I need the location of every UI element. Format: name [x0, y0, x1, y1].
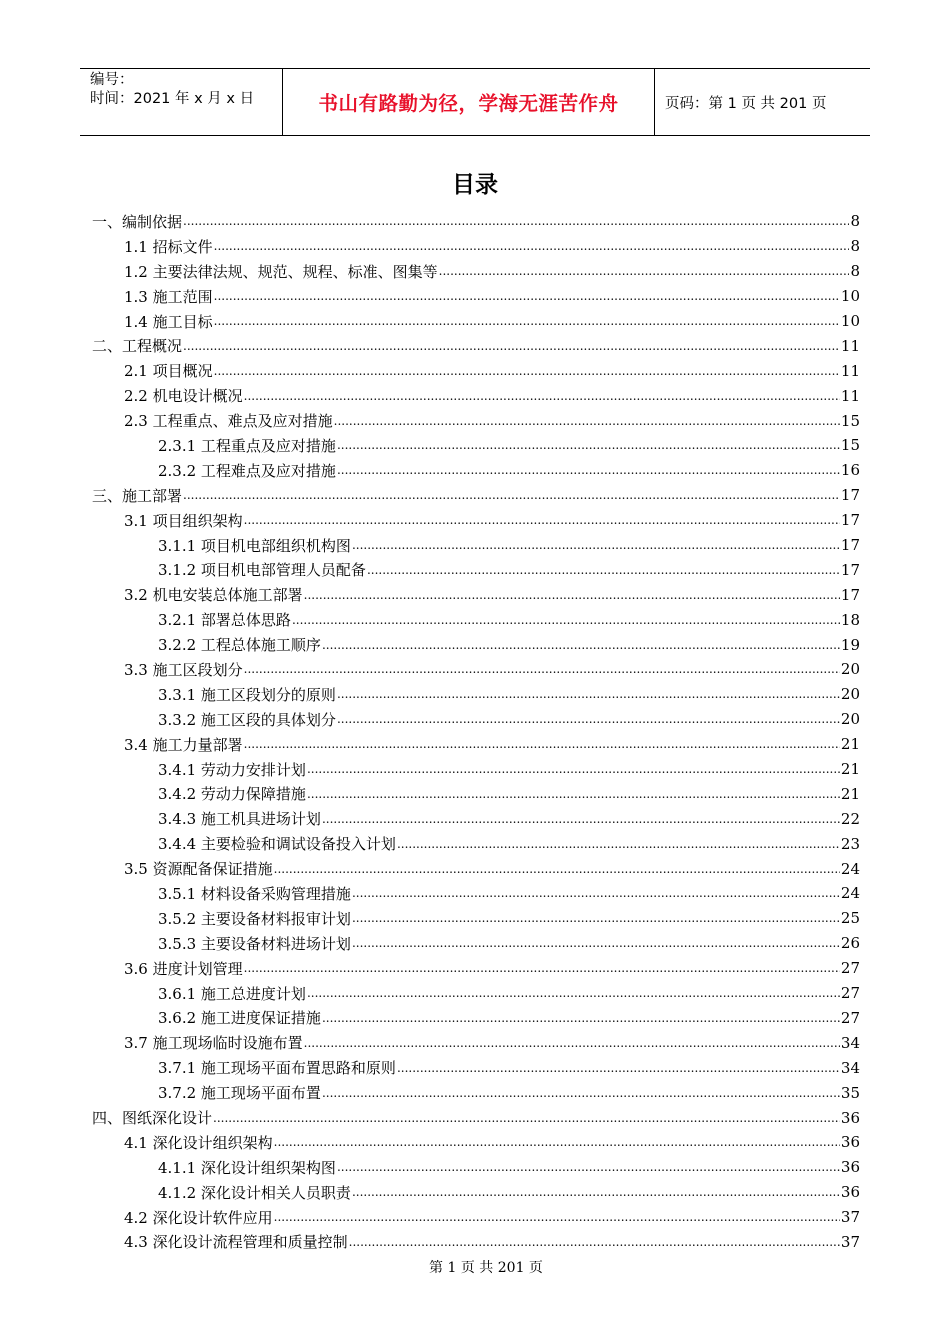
toc-entry-page: 36	[840, 1183, 860, 1202]
toc-entry-title: 一、编制依据	[92, 212, 183, 231]
toc-entry-title: 3.4.3 施工机具进场计划	[158, 810, 321, 829]
toc-entry[interactable]	[0, 931, 950, 956]
toc-entry-title: 1.1 招标文件	[124, 237, 213, 256]
toc-entry-title: 3.6.2 施工进度保证措施	[158, 1009, 321, 1028]
toc-entry[interactable]	[0, 1180, 950, 1205]
page-header	[80, 68, 870, 136]
toc-dot-leader	[322, 635, 840, 655]
toc-entry-page: 17	[840, 486, 860, 505]
toc-entry[interactable]	[0, 632, 950, 657]
toc-entry[interactable]	[0, 707, 950, 732]
toc-dot-leader	[183, 211, 849, 231]
toc-entry[interactable]	[0, 483, 950, 508]
toc-entry[interactable]	[0, 1155, 950, 1180]
toc-entry-title: 3.4.1 劳动力安排计划	[158, 760, 306, 779]
toc-dot-leader	[244, 386, 840, 406]
toc-entry-page: 27	[840, 959, 860, 978]
toc-entry[interactable]	[0, 906, 950, 931]
toc-entry-title: 3.7 施工现场临时设施布置	[124, 1034, 303, 1053]
toc-entry-page: 27	[840, 1008, 860, 1027]
toc-entry-title: 2.3.1 工程重点及应对措施	[158, 436, 336, 455]
toc-entry-page: 37	[840, 1208, 860, 1227]
toc-entry[interactable]	[0, 259, 950, 284]
toc-dot-leader	[307, 784, 840, 804]
toc-entry[interactable]	[0, 732, 950, 757]
toc-entry-title: 3.5 资源配备保证措施	[124, 860, 273, 879]
toc-entry-page: 27	[840, 984, 860, 1003]
toc-entry-title: 1.3 施工范围	[124, 287, 213, 306]
toc-dot-leader	[352, 933, 840, 953]
toc-entry[interactable]	[0, 682, 950, 707]
toc-entry-page: 11	[840, 336, 860, 355]
toc-entry-title: 3.4.2 劳动力保障措施	[158, 785, 306, 804]
toc-entry-title: 4.1 深化设计组织架构	[124, 1133, 273, 1152]
toc-entry[interactable]	[0, 408, 950, 433]
toc-entry[interactable]	[0, 881, 950, 906]
toc-dot-leader	[337, 684, 840, 704]
toc-entry[interactable]	[0, 757, 950, 782]
toc-dot-leader	[367, 560, 840, 580]
toc-dot-leader	[307, 759, 840, 779]
toc-dot-leader	[244, 958, 840, 978]
toc-entry[interactable]	[0, 956, 950, 981]
toc-entry-title: 2.1 项目概况	[124, 362, 213, 381]
page-title: 目录	[452, 172, 498, 198]
toc-entry-title: 1.4 施工目标	[124, 312, 213, 331]
toc-entry-page: 26	[840, 934, 860, 953]
toc-entry-page: 20	[840, 660, 860, 679]
toc-dot-leader	[337, 460, 840, 480]
toc-dot-leader	[352, 1182, 840, 1202]
toc-entry[interactable]	[0, 284, 950, 309]
toc-dot-leader	[349, 1232, 840, 1252]
toc-entry-title: 3.6 进度计划管理	[124, 959, 243, 978]
toc-entry-title: 3.2 机电安装总体施工部署	[124, 586, 303, 605]
toc-dot-leader	[304, 585, 840, 605]
toc-dot-leader	[214, 361, 840, 381]
toc-dot-leader	[183, 485, 840, 505]
toc-entry[interactable]	[0, 383, 950, 408]
toc-entry-page: 36	[840, 1158, 860, 1177]
toc-dot-leader	[183, 336, 840, 356]
toc-entry[interactable]	[0, 657, 950, 682]
toc-entry[interactable]	[0, 358, 950, 383]
toc-dot-leader	[352, 535, 840, 555]
number-label: 编号：	[90, 72, 134, 88]
toc-entry[interactable]	[0, 1006, 950, 1031]
toc-entry-title: 3.1.1 项目机电部组织机构图	[158, 536, 351, 555]
toc-entry-page: 24	[840, 859, 860, 878]
toc-entry-title: 3.2.2 工程总体施工顺序	[158, 636, 321, 655]
toc-dot-leader	[322, 1083, 840, 1103]
toc-dot-leader	[213, 1108, 840, 1128]
toc-entry-page: 8	[850, 237, 860, 256]
toc-dot-leader	[214, 311, 840, 331]
toc-entry-page: 37	[840, 1232, 860, 1251]
toc-entry-page: 36	[840, 1133, 860, 1152]
toc-entry[interactable]	[0, 1130, 950, 1155]
toc-entry-title: 3.3 施工区段划分	[124, 660, 243, 679]
header-meta	[80, 69, 283, 135]
toc-dot-leader	[304, 1033, 840, 1053]
toc-dot-leader	[244, 734, 840, 754]
toc-entry[interactable]	[0, 458, 950, 483]
toc-entry[interactable]	[0, 1080, 950, 1105]
toc-entry-title: 3.5.3 主要设备材料进场计划	[158, 934, 351, 953]
toc-dot-leader	[352, 908, 840, 928]
toc-dot-leader	[322, 809, 840, 829]
toc-entry-title: 4.2 深化设计软件应用	[124, 1208, 273, 1227]
toc-entry[interactable]	[0, 981, 950, 1006]
toc-entry[interactable]	[0, 209, 950, 234]
toc-entry[interactable]	[0, 1030, 950, 1055]
toc-entry[interactable]	[0, 333, 950, 358]
toc-entry-page: 25	[840, 909, 860, 928]
toc-dot-leader	[337, 435, 840, 455]
toc-entry-page: 18	[840, 610, 860, 629]
toc-dot-leader	[337, 1157, 840, 1177]
toc-entry-page: 22	[840, 809, 860, 828]
toc-entry[interactable]	[0, 831, 950, 856]
toc-entry[interactable]	[0, 309, 950, 334]
toc-entry-page: 19	[840, 635, 860, 654]
toc-entry-title: 3.7.1 施工现场平面布置思路和原则	[158, 1059, 396, 1078]
toc-dot-leader	[397, 834, 840, 854]
toc-entry-title: 3.3.1 施工区段划分的原则	[158, 685, 336, 704]
toc-dot-leader	[244, 659, 840, 679]
toc-dot-leader	[214, 286, 840, 306]
toc-dot-leader	[307, 983, 840, 1003]
toc-entry-page: 21	[840, 760, 860, 779]
toc-entry-page: 8	[850, 212, 860, 231]
toc-entry-page: 17	[840, 511, 860, 530]
toc-dot-leader	[244, 510, 840, 530]
toc-dot-leader	[274, 859, 840, 879]
toc-entry-title: 1.2 主要法律法规、规范、规程、标准、图集等	[124, 262, 438, 281]
toc-entry[interactable]	[0, 1105, 950, 1130]
toc-dot-leader	[337, 709, 840, 729]
toc-dot-leader	[322, 1008, 840, 1028]
table-of-contents	[0, 209, 950, 1254]
toc-entry-page: 15	[840, 436, 860, 455]
toc-dot-leader	[274, 1132, 840, 1152]
toc-entry-page: 16	[840, 461, 860, 480]
toc-entry-title: 3.3.2 施工区段的具体划分	[158, 710, 336, 729]
toc-entry-page: 11	[840, 386, 860, 405]
toc-entry-title: 3.7.2 施工现场平面布置	[158, 1084, 321, 1103]
toc-entry-page: 20	[840, 710, 860, 729]
toc-dot-leader	[334, 411, 840, 431]
toc-entry-title: 3.4 施工力量部署	[124, 735, 243, 754]
toc-dot-leader	[439, 261, 850, 281]
toc-entry-title: 3.5.1 材料设备采购管理措施	[158, 884, 351, 903]
toc-entry-page: 11	[840, 361, 860, 380]
toc-entry-page: 21	[840, 784, 860, 803]
toc-entry-title: 4.1.2 深化设计相关人员职责	[158, 1183, 351, 1202]
toc-entry[interactable]	[0, 508, 950, 533]
toc-entry-title: 3.1 项目组织架构	[124, 511, 243, 530]
toc-entry-page: 34	[840, 1033, 860, 1052]
toc-entry[interactable]	[0, 557, 950, 582]
toc-entry-page: 34	[840, 1058, 860, 1077]
toc-entry[interactable]	[0, 433, 950, 458]
toc-dot-leader	[292, 610, 840, 630]
toc-entry-title: 4.3 深化设计流程管理和质量控制	[124, 1233, 348, 1252]
toc-entry[interactable]	[0, 806, 950, 831]
toc-entry[interactable]	[0, 607, 950, 632]
toc-entry-title: 2.3.2 工程难点及应对措施	[158, 461, 336, 480]
toc-entry-page: 20	[840, 685, 860, 704]
toc-entry-title: 3.2.1 部署总体思路	[158, 611, 291, 630]
toc-entry-title: 3.5.2 主要设备材料报审计划	[158, 909, 351, 928]
toc-entry[interactable]	[0, 1055, 950, 1080]
toc-dot-leader	[214, 236, 850, 256]
toc-entry-page: 36	[840, 1108, 860, 1127]
toc-entry-title: 四、图纸深化设计	[92, 1109, 213, 1127]
toc-entry[interactable]	[0, 1205, 950, 1230]
toc-entry[interactable]	[0, 1230, 950, 1255]
toc-entry[interactable]	[0, 856, 950, 881]
toc-entry-page: 17	[840, 585, 860, 604]
toc-entry-page: 21	[840, 735, 860, 754]
toc-entry-page: 10	[840, 287, 860, 306]
toc-entry-title: 4.1.1 深化设计组织架构图	[158, 1158, 336, 1177]
header-motto: 书山有路勤为径，学海无涯苦作舟	[283, 69, 655, 135]
toc-entry[interactable]	[0, 582, 950, 607]
toc-entry-page: 23	[840, 834, 860, 853]
toc-entry[interactable]	[0, 234, 950, 259]
toc-entry-page: 17	[840, 560, 860, 579]
toc-entry-title: 3.1.2 项目机电部管理人员配备	[158, 561, 366, 580]
toc-entry-page: 8	[850, 262, 860, 281]
toc-entry-page: 24	[840, 884, 860, 903]
toc-entry-title: 2.2 机电设计概况	[124, 387, 243, 406]
toc-entry-title: 3.6.1 施工总进度计划	[158, 984, 306, 1003]
toc-entry[interactable]	[0, 533, 950, 558]
toc-entry-page: 10	[840, 312, 860, 330]
toc-dot-leader	[397, 1058, 840, 1078]
toc-entry-page: 17	[840, 536, 860, 555]
time-label: 时间：2021 年 x 月 x 日	[90, 91, 255, 107]
toc-entry[interactable]	[0, 781, 950, 806]
toc-entry-page: 15	[840, 411, 860, 430]
toc-entry-title: 三、施工部署	[92, 486, 183, 505]
page-footer: 第 1 页 共 201 页	[429, 1260, 543, 1276]
toc-dot-leader	[352, 883, 840, 903]
toc-entry-title: 3.4.4 主要检验和调试设备投入计划	[158, 835, 396, 854]
toc-entry-title: 2.3 工程重点、难点及应对措施	[124, 412, 333, 431]
header-page-info: 页码：第 1 页 共 201 页	[665, 95, 827, 112]
toc-entry-title: 二、工程概况	[92, 337, 183, 356]
toc-entry-page: 35	[840, 1083, 860, 1102]
toc-dot-leader	[274, 1207, 840, 1227]
